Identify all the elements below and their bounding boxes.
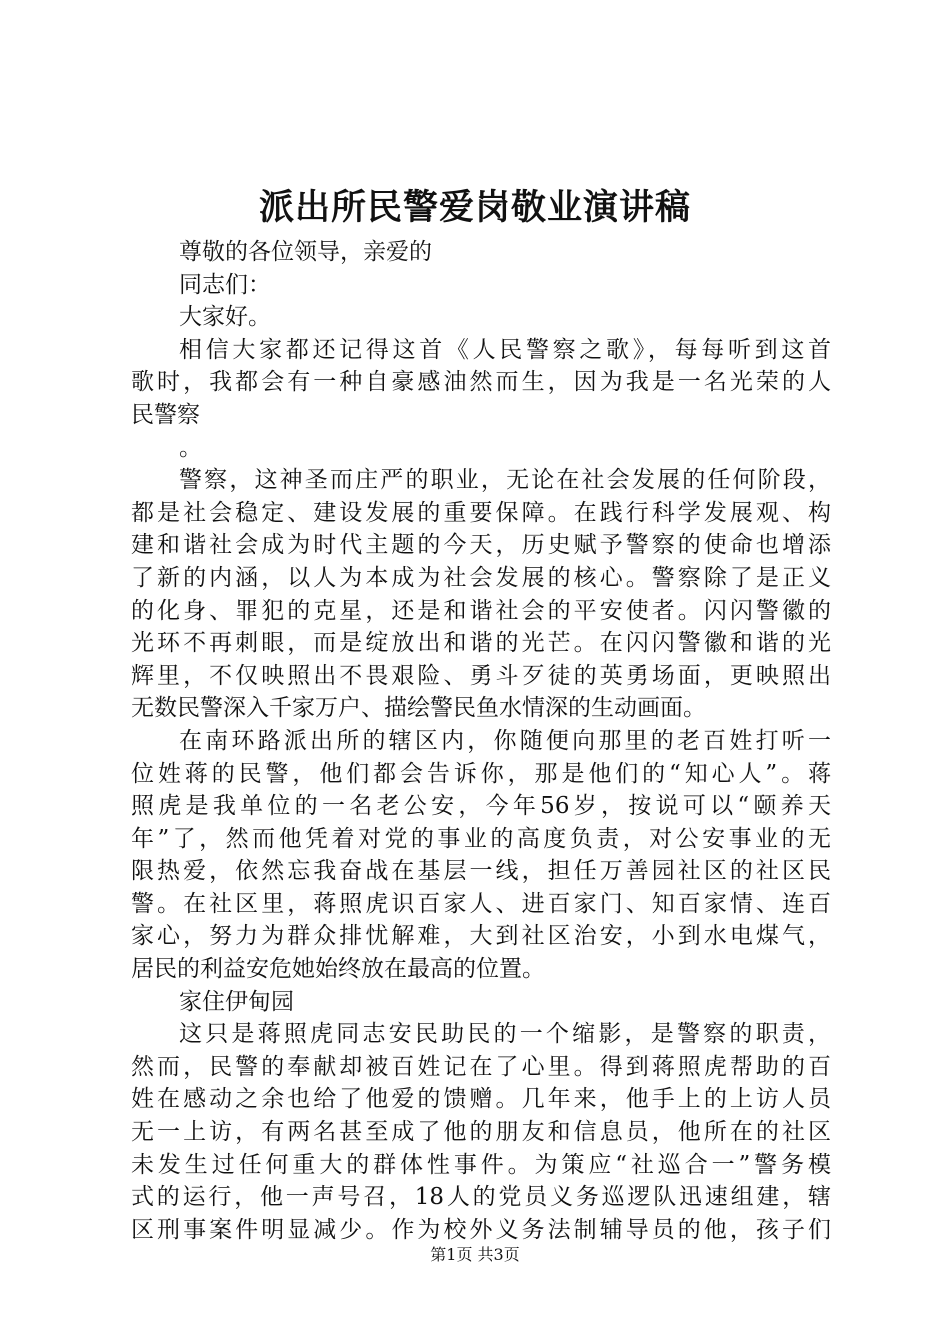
text-line: 位姓蒋的民警，他们都会告诉你，那是他们的“知心人”。蒋 bbox=[131, 760, 831, 787]
text-line: 限热爱，依然忘我奋战在基层一线，担任万善园社区的社区民 bbox=[131, 858, 831, 885]
text-line: 歌时，我都会有一种自豪感油然而生，因为我是一名光荣的人 bbox=[131, 369, 831, 396]
text-line: 尊敬的各位领导，亲爱的 bbox=[179, 239, 432, 265]
text-line: 警。在社区里，蒋照虎识百家人、进百家门、知百家情、连百 bbox=[131, 890, 831, 917]
text-line: 这只是蒋照虎同志安民助民的一个缩影，是警察的职责， bbox=[179, 1021, 831, 1048]
text-line: 辉里，不仅映照出不畏艰险、勇斗歹徒的英勇场面，更映照出 bbox=[131, 662, 831, 689]
text-line: 光环不再刺眼，而是绽放出和谐的光芒。在闪闪警徽和谐的光 bbox=[131, 630, 831, 657]
text-line: 未发生过任何重大的群体性事件。为策应“社巡合一”警务模 bbox=[131, 1151, 831, 1178]
text-line: 式的运行，他一声号召，18人的党员义务巡逻队迅速组建，辖 bbox=[131, 1184, 831, 1211]
text-line: 家心，努力为群众排忧解难，大到社区治安，小到水电煤气， bbox=[131, 923, 831, 950]
text-line: 姓在感动之余也给了他爱的馈赠。几年来，他手上的上访人员 bbox=[131, 1086, 831, 1113]
text-line: 相信大家都还记得这首《人民警察之歌》，每每听到这首 bbox=[179, 336, 831, 363]
text-line: 无数民警深入千家万户、描绘警民鱼水情深的生动画面。 bbox=[131, 695, 706, 722]
text-line: 家住伊甸园 bbox=[179, 988, 294, 1015]
text-line: 民警察 bbox=[131, 401, 200, 428]
text-line: 照虎是我单位的一名老公安，今年56岁，按说可以“颐养天 bbox=[131, 793, 831, 820]
text-line: 警察，这神圣而庄严的职业，无论在社会发展的任何阶段， bbox=[179, 467, 831, 494]
document-body bbox=[131, 236, 831, 1246]
text-line: 。 bbox=[179, 434, 202, 461]
text-line: 居民的利益安危她始终放在最高的位置。 bbox=[131, 956, 545, 983]
page-number: 第1页 共3页 bbox=[430, 1245, 520, 1264]
text-line: 同志们： bbox=[179, 271, 271, 298]
text-line: 大家好。 bbox=[179, 304, 271, 331]
text-line: 在南环路派出所的辖区内，你随便向那里的老百姓打听一 bbox=[179, 727, 831, 754]
text-line: 了新的内涵，以人为本成为社会发展的核心。警察除了是正义 bbox=[131, 564, 831, 591]
text-line: 区刑事案件明显减少。作为校外义务法制辅导员的他，孩子们 bbox=[131, 1216, 831, 1243]
text-line: 的化身、罪犯的克星，还是和谐社会的平安使者。闪闪警徽的 bbox=[131, 597, 831, 624]
text-line: 无一上访，有两名甚至成了他的朋友和信息员，他所在的社区 bbox=[131, 1119, 831, 1146]
text-line: 年”了，然而他凭着对党的事业的高度负责，对公安事业的无 bbox=[131, 825, 831, 852]
text-line: 建和谐社会成为时代主题的今天，历史赋予警察的使命也增添 bbox=[131, 532, 831, 559]
document-title: 派出所民警爱岗敬业演讲稿 bbox=[258, 187, 691, 228]
text-line: 然而，民警的奉献却被百姓记在了心里。得到蒋照虎帮助的百 bbox=[131, 1053, 831, 1080]
text-line: 都是社会稳定、建设发展的重要保障。在践行科学发展观、构 bbox=[131, 499, 831, 526]
